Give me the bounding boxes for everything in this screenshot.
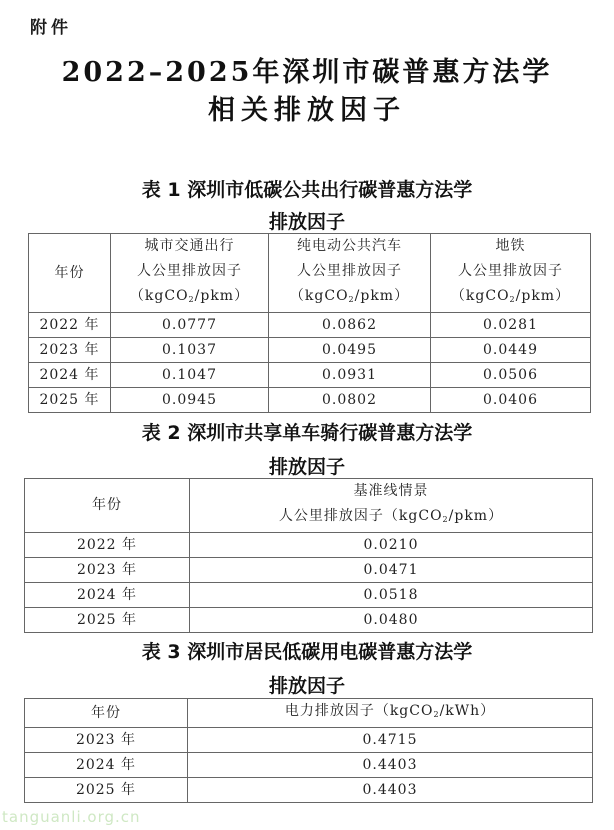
table3-header-year: 年份 (25, 699, 188, 728)
table-row: 2025 年 0.0480 (25, 608, 593, 633)
attachment-label: 附件 (30, 18, 72, 38)
table1-header-urban-transit: 城市交通出行 人公里排放因子 （kgCO$_2$/pkm） (111, 234, 269, 313)
table2-caption-line1: 表 2 深圳市共享单车骑行碳普惠方法学 (141, 422, 473, 444)
table-row: 2025 年 0.4403 (25, 778, 593, 803)
table-row: 2024 年 0.1047 0.0931 0.0506 (29, 363, 591, 388)
watermark: tanguanli.org.cn (2, 808, 141, 826)
table3-residential-electricity-factors (24, 698, 593, 803)
table-row: 2022 年 0.0777 0.0862 0.0281 (29, 313, 591, 338)
table-row: 2023 年 0.4715 (25, 728, 593, 753)
table1-header-electric-bus: 纯电动公共汽车 人公里排放因子 （kgCO$_2$/pkm） (269, 234, 431, 313)
table-row: 2024 年 0.4403 (25, 753, 593, 778)
table1-caption-line2: 排放因子 (268, 211, 345, 233)
table1-header-row (29, 234, 591, 313)
table1-header-metro: 地铁 人公里排放因子 （kgCO$_2$/pkm） (431, 234, 591, 313)
table1-caption-line1: 表 1 深圳市低碳公共出行碳普惠方法学 (141, 179, 473, 201)
table-row: 2023 年 0.0471 (25, 558, 593, 583)
table-row: 2024 年 0.0518 (25, 583, 593, 608)
table3-caption-line2: 排放因子 (268, 675, 345, 697)
document-title-line2: 相关排放因子 (208, 95, 406, 126)
table3-caption-line1: 表 3 深圳市居民低碳用电碳普惠方法学 (141, 641, 473, 663)
document-title-line1: 2022–2025年深圳市碳普惠方法学 (61, 57, 553, 88)
table1-header-year: 年份 (29, 234, 111, 313)
table2-header-year: 年份 (25, 479, 190, 533)
table1-public-transit-factors (28, 233, 591, 413)
table-row: 2025 年 0.0945 0.0802 0.0406 (29, 388, 591, 413)
table2-header-row (25, 479, 593, 533)
table2-header-baseline-factor: 基准线情景 人公里排放因子（kgCO$_2$/pkm） (190, 479, 593, 533)
table2-caption-line2: 排放因子 (268, 456, 345, 478)
table-row: 2022 年 0.0210 (25, 533, 593, 558)
table-row: 2023 年 0.1037 0.0495 0.0449 (29, 338, 591, 363)
table3-header-row (25, 699, 593, 728)
table2-shared-bike-factors (24, 478, 593, 633)
table3-header-electricity-factor: 电力排放因子（kgCO$_2$/kWh） (188, 699, 593, 728)
